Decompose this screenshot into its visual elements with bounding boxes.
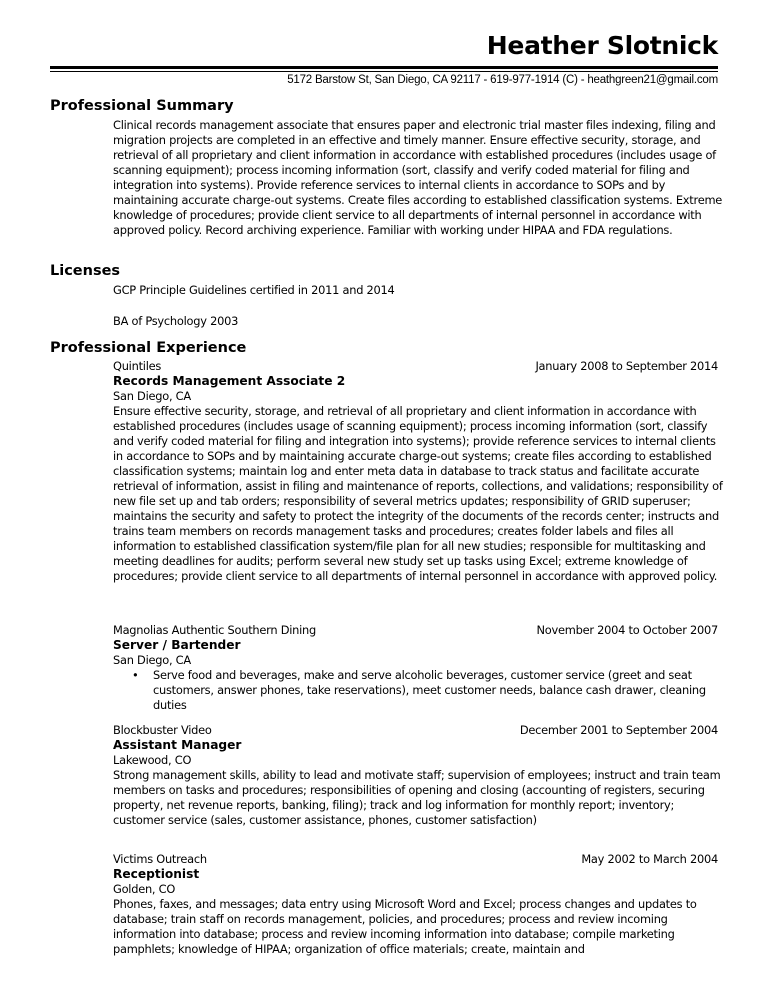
job-company: Victims Outreach	[113, 852, 207, 866]
job-bullet-text: Serve food and beverages, make and serve alcoholic beverages, customer service (greet and seat customers, answer phones, take reservations), meet customer needs, balance cash drawer, cleaning duties	[153, 668, 706, 712]
job-title: Receptionist	[113, 867, 200, 881]
summary-text: Clinical records management associate that ensures paper and electronic trial master files indexing, filing and migration projects are completed in an effective and timely manner. Ensure effective security, storage, and retrieval of all proprietary and client information in accordance with established procedures (includes usage of scanning equipment); process incoming information (sort, classify and verify coded material for filing and integration into systems). Provide reference services to internal clients in accordance to SOPs and by maintaining accurate charge-out systems. Create files according to established classification systems. Extreme knowledge of procedures; provide client service to all departments of internal personnel in accordance with approved policy. Record archiving experience. Familiar with working under HIPAA and FDA regulations.	[113, 118, 723, 237]
job-location: San Diego, CA	[113, 653, 191, 667]
job-description: Strong management skills, ability to lead and motivate staff; supervision of employees; instruct and train team members on tasks and procedures; responsibilities of opening and closing (accounting of registers, securing property, net revenue reports, banking, filing); track and log information for monthly report; inventory; customer service (sales, customer assistance, phones, customer satisfaction)	[113, 768, 721, 827]
candidate-name: Heather Slotnick	[486, 31, 718, 60]
job-bullet	[113, 668, 723, 713]
header-rule-thin	[50, 71, 718, 72]
job-company: Magnolias Authentic Southern Dining	[113, 623, 316, 637]
job-company: Quintiles	[113, 359, 162, 373]
job-bullet-list	[113, 668, 718, 713]
license-item: BA of Psychology 2003	[113, 314, 239, 328]
job-location: Golden, CO	[113, 882, 176, 896]
job-entry	[113, 359, 723, 584]
job-title: Server / Bartender	[113, 638, 241, 652]
job-title: Records Management Associate 2	[113, 374, 346, 388]
job-description: Ensure effective security, storage, and retrieval of all proprietary and client information in accordance with established procedures (includes usage of scanning equipment); process incoming information (sort, classify and verify coded material for filing and integration into systems); provide reference services to internal clients in accordance to SOPs and by maintaining accurate charge-out systems; create files according to established classification systems; maintain log and enter meta data in database to track status and facilitate accurate retrieval of information, assist in filing and maintenance of reports, collections, and validations; responsibility of new file set up and tab orders; responsibility of several metrics updates; responsibility of GRID superuser; maintains the security and safety to protect the integrity of the documents of the records center; instructs and trains team members on records management tasks and procedures; creates folder labels and files all information to established classification system/file plan for all new studies; responsible for multitasking and meeting deadlines for audits; perform several new study set up tasks using Excel; extreme knowledge of procedures; provide client service to all departments of internal personnel in accordance with approved policy.	[113, 404, 723, 583]
job-entry	[113, 852, 718, 957]
job-dates: December 2001 to September 2004	[519, 723, 718, 737]
summary-heading: Professional Summary	[50, 98, 234, 114]
job-dates: January 2008 to September 2014	[535, 359, 718, 373]
contact-line: 5172 Barstow St, San Diego, CA 92117 - 619-977-1914 (C) - heathgreen21@gmail.com	[287, 74, 718, 86]
licenses-heading: Licenses	[50, 263, 121, 279]
experience-heading: Professional Experience	[50, 340, 247, 356]
job-entry	[113, 723, 721, 828]
bullet-icon: •	[132, 668, 139, 682]
job-description: Phones, faxes, and messages; data entry using Microsoft Word and Excel; process changes and updates to database; train staff on records management, policies, and procedures; process and review incoming information into database; process and review incoming information into database; compile marketing pamphlets; knowledge of HIPAA; organization of office materials; create, maintain and	[113, 897, 697, 956]
job-title: Assistant Manager	[113, 738, 242, 752]
job-dates: May 2002 to March 2004	[581, 852, 718, 866]
summary-section	[113, 118, 723, 238]
job-location: San Diego, CA	[113, 389, 191, 403]
job-dates: November 2004 to October 2007	[536, 623, 718, 637]
header-rule-thick	[50, 66, 718, 69]
job-entry	[113, 623, 718, 713]
job-company: Blockbuster Video	[113, 723, 212, 737]
license-item: GCP Principle Guidelines certified in 2011 and 2014	[113, 283, 395, 297]
job-location: Lakewood, CO	[113, 753, 192, 767]
